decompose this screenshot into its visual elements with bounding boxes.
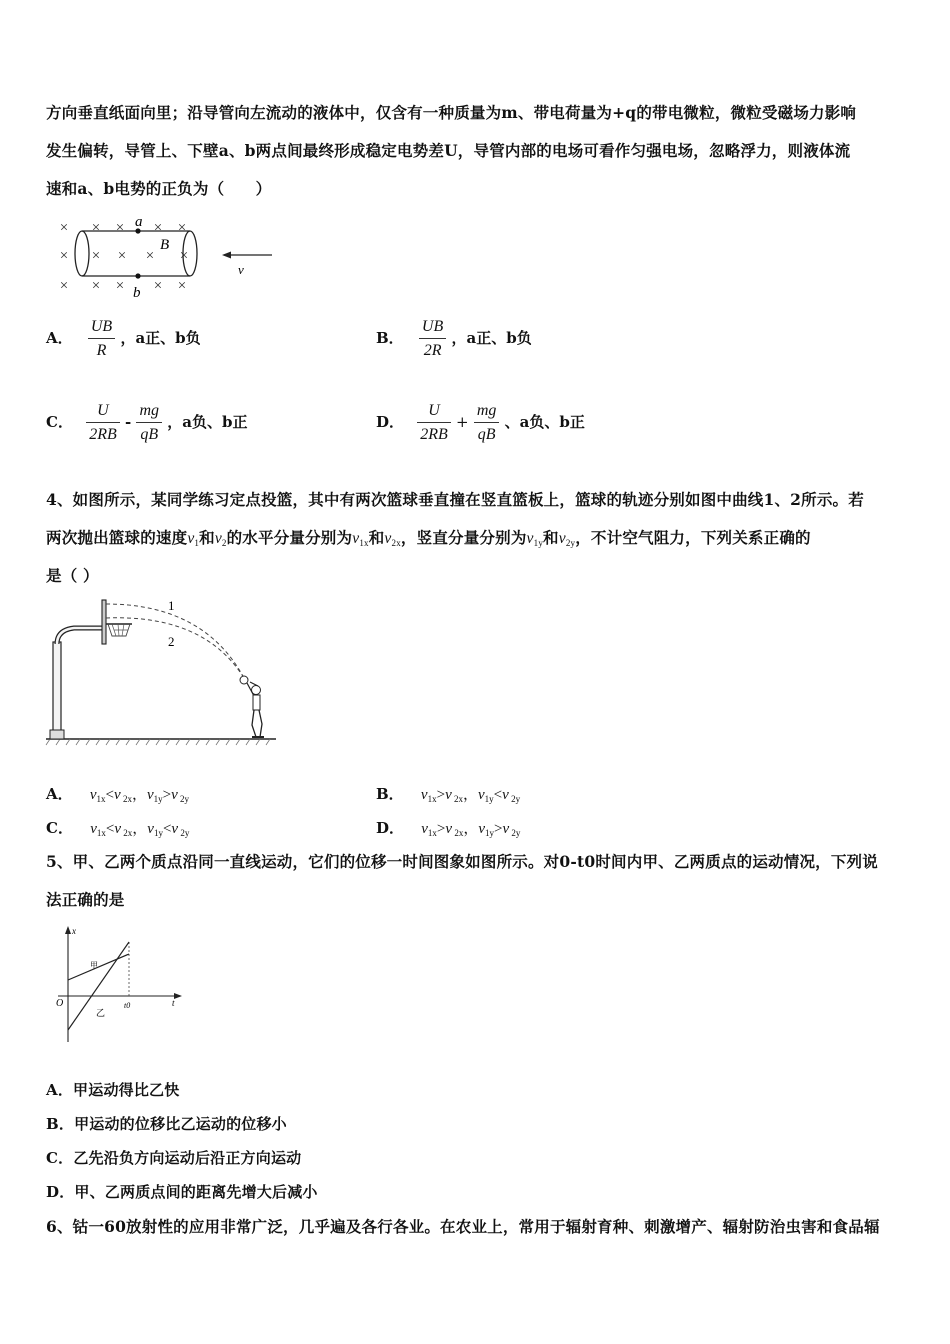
q3-text-line-3: 速和a、b电势的正负为（ ） bbox=[46, 179, 272, 198]
x-axis-label: t bbox=[172, 998, 175, 1008]
yi-label: 乙 bbox=[96, 1008, 106, 1018]
field-cross: × bbox=[179, 248, 189, 264]
field-B-label: B bbox=[160, 237, 170, 253]
q4-text-line-1: 4、如图所示，某同学练习定点投篮，其中有两次篮球垂直撞在竖直篮板上，篮球的轨迹分别如图中曲线1、2所示。若 bbox=[46, 490, 864, 509]
field-cross: × bbox=[91, 278, 101, 294]
q3-pipe-figure bbox=[50, 210, 290, 300]
jia-line bbox=[68, 954, 129, 980]
q4-option-b[interactable]: B． $v_{1x}>v$ $_{2x}$，$v_{1y}<v$ $_{2y}$ bbox=[376, 785, 521, 804]
field-cross: × bbox=[59, 248, 69, 264]
q3-option-d[interactable]: D． $\frac{U}{2RB}$ + $\frac{mg}{qB}$ 、a负、b正 bbox=[376, 402, 585, 443]
jia-label: 甲 bbox=[90, 961, 98, 970]
field-cross: × bbox=[91, 248, 101, 264]
q5-option-a[interactable]: A．甲运动得比乙快 bbox=[46, 1081, 180, 1099]
q3-option-b[interactable]: B． $\frac{UB}{2R}$ ，a正、b负 bbox=[376, 318, 532, 359]
field-cross: × bbox=[115, 220, 125, 236]
q4-text-line-2: 两次抛出篮球的速度$v_1$和$v_2$的水平分量分别为$v_{1x}$和$v_{2x}$，竖直分量分别为$v_{1y}$和$v_{2y}$，不计空气阻力，下列关系正确的 bbox=[46, 528, 811, 548]
q5-xt-graph bbox=[54, 922, 194, 1047]
t0-label: t0 bbox=[124, 1001, 131, 1010]
field-cross: × bbox=[153, 220, 163, 236]
velocity-label: v bbox=[238, 262, 244, 277]
curve-2-label: 2 bbox=[168, 634, 175, 649]
field-cross: × bbox=[153, 278, 163, 294]
field-cross: × bbox=[115, 278, 125, 294]
origin-label: O bbox=[56, 998, 64, 1009]
q5-option-c[interactable]: C．乙先沿负方向运动后沿正方向运动 bbox=[46, 1149, 302, 1167]
q4-basketball-figure bbox=[44, 592, 284, 747]
q5-option-d[interactable]: D．甲、乙两质点间的距离先增大后减小 bbox=[46, 1183, 318, 1201]
y-axis-label: x bbox=[72, 926, 76, 936]
field-cross: × bbox=[145, 248, 155, 264]
field-cross: × bbox=[59, 220, 69, 236]
q3-text-line-2: 发生偏转，导管上、下壁a、b两点间最终形成稳定电势差U，导管内部的电场可看作匀强电场，忽略浮力，则液体流 bbox=[46, 141, 851, 160]
field-cross: × bbox=[177, 220, 187, 236]
field-cross: × bbox=[117, 248, 127, 264]
q6-text-line-1: 6、钴一60放射性的应用非常广泛，几乎遍及各行各业。在农业上，常用于辐射育种、刺激增产、辐射防治虫害和食品辐 bbox=[46, 1217, 880, 1236]
field-cross: × bbox=[59, 278, 69, 294]
q5-text-line-1: 5、甲、乙两个质点沿同一直线运动，它们的位移一时间图象如图所示。对0-t0时间内甲、乙两质点的运动情况，下列说 bbox=[46, 852, 878, 871]
q4-option-a[interactable]: A． $v_{1x}<v$ $_{2x}$，$v_{1y}>v$ $_{2y}$ bbox=[46, 785, 190, 804]
field-cross: × bbox=[177, 278, 187, 294]
q3-text-line-1: 方向垂直纸面向里；沿导管向左流动的液体中，仅含有一种质量为m、带电荷量为+q的带电微粒，微粒受磁场力影响 bbox=[46, 103, 857, 122]
point-a-label: a bbox=[135, 214, 143, 230]
curve-1-label: 1 bbox=[168, 598, 175, 613]
q5-option-b[interactable]: B．甲运动的位移比乙运动的位移小 bbox=[46, 1115, 287, 1133]
point-b-label: b bbox=[133, 285, 141, 300]
q4-option-d[interactable]: D． $v_{1x}>v$ $_{2x}$，$v_{1y}>v$ $_{2y}$ bbox=[376, 819, 521, 838]
velocity-arrow-icon bbox=[222, 252, 231, 259]
q5-text-line-2: 法正确的是 bbox=[46, 890, 125, 909]
field-cross: × bbox=[91, 220, 101, 236]
q3-option-a[interactable]: A． $\frac{UB}{R}$ ，a正、b负 bbox=[46, 318, 201, 359]
q3-option-c[interactable]: C． $\frac{U}{2RB}$ - $\frac{mg}{qB}$ ，a负、b正 bbox=[46, 402, 248, 443]
q4-text-line-3: 是（ ） bbox=[46, 566, 99, 585]
q4-option-c[interactable]: C． $v_{1x}<v$ $_{2x}$，$v_{1y}<v$ $_{2y}$ bbox=[46, 819, 190, 838]
